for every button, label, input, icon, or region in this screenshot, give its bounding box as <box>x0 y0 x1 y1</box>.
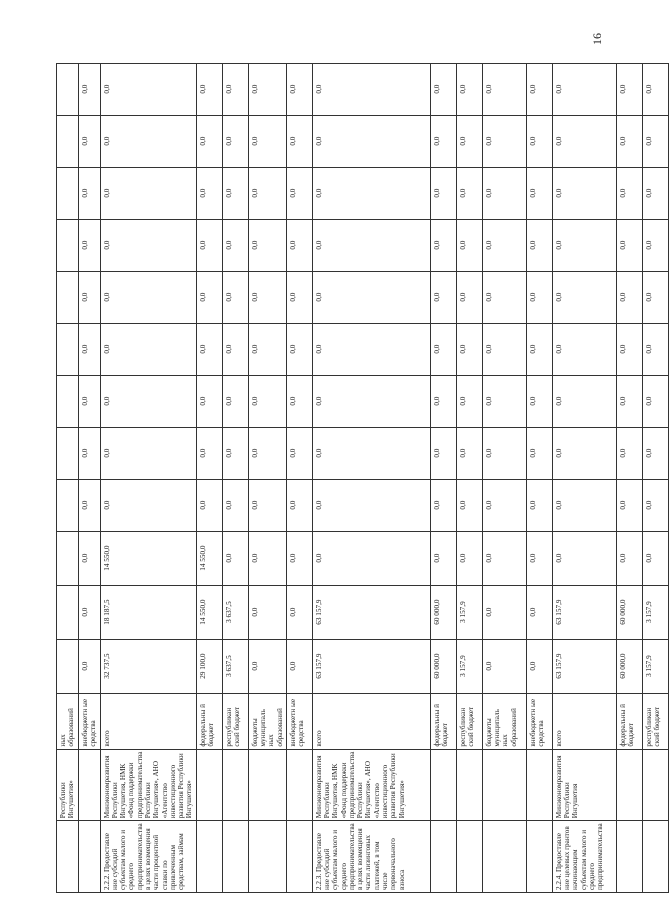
value-cell: 0,0 <box>248 585 286 639</box>
value-cell: 0,0 <box>456 167 482 219</box>
value-cell: 0,0 <box>286 479 312 531</box>
value-cell: 0,0 <box>196 167 222 219</box>
funding-source-cell: внебюджетн ые средства <box>78 693 100 749</box>
table-row <box>78 63 100 892</box>
value-cell: 0,0 <box>248 323 286 375</box>
value-cell: 0,0 <box>78 115 100 167</box>
executor-cell: Минэкономразвития Республики Ингушетия, НМК «Фонд поддержки предпринимательства Республики Ингушетия», АНО «Агентство инвестиционного развития Республики Ингушетия» <box>100 749 196 821</box>
value-cell: 0,0 <box>552 115 616 167</box>
page-number: 16 <box>590 33 604 45</box>
funding-source-cell: федеральны й бюджет <box>616 693 642 749</box>
value-cell: 0,0 <box>482 639 526 693</box>
value-cell: 0,0 <box>78 585 100 639</box>
value-cell: 0,0 <box>312 479 430 531</box>
value-cell: 0,0 <box>100 271 196 323</box>
measure-cell <box>222 821 248 893</box>
value-cell: 0,0 <box>100 219 196 271</box>
value-cell: 0,0 <box>100 63 196 115</box>
value-cell: 0,0 <box>312 167 430 219</box>
value-cell: 3 157,9 <box>456 639 482 693</box>
value-cell: 0,0 <box>222 479 248 531</box>
executor-cell <box>642 749 668 821</box>
value-cell: 0,0 <box>196 63 222 115</box>
value-cell: 0,0 <box>482 219 526 271</box>
value-cell: 0,0 <box>526 375 552 427</box>
value-cell: 0,0 <box>642 219 668 271</box>
value-cell: 0,0 <box>100 167 196 219</box>
executor-cell: Минэкономразвития Республики Ингушетия, НМК «Фонд поддержки предпринимательства Республики Ингушетия», АНО «Агентство инвестиционного развития Республики Ингушетия» <box>312 749 430 821</box>
value-cell: 0,0 <box>248 167 286 219</box>
value-cell: 0,0 <box>100 323 196 375</box>
value-cell: 0,0 <box>248 375 286 427</box>
value-cell: 0,0 <box>526 271 552 323</box>
measure-cell <box>248 821 286 893</box>
value-cell: 0,0 <box>222 375 248 427</box>
value-cell: 0,0 <box>286 375 312 427</box>
value-cell: 0,0 <box>642 115 668 167</box>
measure-cell <box>196 821 222 893</box>
value-cell: 0,0 <box>616 271 642 323</box>
value-cell: 0,0 <box>616 115 642 167</box>
value-cell: 63 157,9 <box>312 585 430 639</box>
value-cell: 0,0 <box>222 427 248 479</box>
value-cell: 0,0 <box>222 115 248 167</box>
value-cell: 0,0 <box>78 375 100 427</box>
value-cell: 0,0 <box>196 375 222 427</box>
program-cell: Республики Ингушетия» <box>57 749 79 821</box>
value-cell: 0,0 <box>526 115 552 167</box>
measure-cell <box>456 821 482 893</box>
main-cell <box>57 821 79 893</box>
value-cell: 0,0 <box>312 115 430 167</box>
table-row <box>312 63 430 892</box>
value-cell: 0,0 <box>642 531 668 585</box>
value-cell: 0,0 <box>286 219 312 271</box>
value-cell: 0,0 <box>430 271 456 323</box>
measure-cell <box>286 821 312 893</box>
funding-source-cell: внебюджетн ые средства <box>286 693 312 749</box>
value-cell: 60 000,0 <box>616 585 642 639</box>
table-row <box>526 63 552 892</box>
funding-source-cell: всего <box>100 693 196 749</box>
budget-table <box>56 63 669 893</box>
value-cell: 0,0 <box>430 375 456 427</box>
value-cell: 0,0 <box>78 531 100 585</box>
table-row <box>248 63 286 892</box>
value-cell: 0,0 <box>526 167 552 219</box>
value-cell: 0,0 <box>312 63 430 115</box>
value-cell: 3 157,9 <box>642 639 668 693</box>
executor-cell <box>196 749 222 821</box>
value-cell: 0,0 <box>616 531 642 585</box>
value-cell: 0,0 <box>286 167 312 219</box>
value-cell: 0,0 <box>616 375 642 427</box>
executor-cell <box>456 749 482 821</box>
value-cell: 0,0 <box>526 479 552 531</box>
value-cell: 0,0 <box>526 427 552 479</box>
value-cell: 0,0 <box>286 531 312 585</box>
value-cell: 0,0 <box>248 115 286 167</box>
value-cell: 0,0 <box>430 167 456 219</box>
value-cell: 0,0 <box>526 585 552 639</box>
value-cell: 0,0 <box>552 375 616 427</box>
value-cell: 3 637,5 <box>222 639 248 693</box>
value-cell: 0,0 <box>196 479 222 531</box>
value-cell: 0,0 <box>78 271 100 323</box>
value-cell: 0,0 <box>430 479 456 531</box>
value-cell: 0,0 <box>286 323 312 375</box>
value-cell: 0,0 <box>248 531 286 585</box>
value-cell: 0,0 <box>286 63 312 115</box>
table-row-top <box>57 63 79 892</box>
table-row <box>616 63 642 892</box>
funding-source-cell: бюджеты муниципаль ных образований <box>248 693 286 749</box>
value-cell: 14 550,0 <box>196 531 222 585</box>
funding-source-cell: федеральны й бюджет <box>430 693 456 749</box>
funding-source-cell: бюджеты муниципаль ных образований <box>482 693 526 749</box>
value-cell: 0,0 <box>552 219 616 271</box>
value-cell: 0,0 <box>456 531 482 585</box>
value-cell: 0,0 <box>642 375 668 427</box>
table-row <box>196 63 222 892</box>
table-row <box>222 63 248 892</box>
executor-cell <box>222 749 248 821</box>
funding-source-cell: федеральны й бюджет <box>196 693 222 749</box>
value-cell: 0,0 <box>222 167 248 219</box>
value-cell: 0,0 <box>78 167 100 219</box>
measure-cell <box>642 821 668 893</box>
value-cell: 0,0 <box>286 585 312 639</box>
value-cell: 0,0 <box>482 271 526 323</box>
value-cell: 63 157,9 <box>552 585 616 639</box>
value-cell: 0,0 <box>430 323 456 375</box>
value-cell: 0,0 <box>196 427 222 479</box>
funding-source-cell: республикан ский бюджет <box>222 693 248 749</box>
value-cell: 29 100,0 <box>196 639 222 693</box>
value-cell: 0,0 <box>456 375 482 427</box>
value-cell: 0,0 <box>482 323 526 375</box>
value-cell: 0,0 <box>616 479 642 531</box>
source-cell: ных образований <box>57 693 79 749</box>
measure-cell: 2.2.3. Предоставле ние субсидий субъектам малого и среднего предпринимательства в целях возмещения части лизинговых платежей, в том числе первоначального взноса <box>312 821 430 893</box>
executor-cell: Минэкономразвития Республики Ингушетия <box>552 749 616 821</box>
value-cell: 0,0 <box>100 115 196 167</box>
value-cell: 0,0 <box>222 323 248 375</box>
value-cell: 0,0 <box>482 479 526 531</box>
value-cell: 0,0 <box>552 427 616 479</box>
executor-cell <box>616 749 642 821</box>
value-cell: 0,0 <box>616 63 642 115</box>
value-cell: 0,0 <box>430 115 456 167</box>
value-cell: 60 000,0 <box>430 585 456 639</box>
value-cell: 0,0 <box>100 427 196 479</box>
value-cell: 0,0 <box>482 427 526 479</box>
value-cell: 14 550,0 <box>100 531 196 585</box>
value-cell: 0,0 <box>196 323 222 375</box>
funding-source-cell: внебюджетн ые средства <box>526 693 552 749</box>
value-cell: 0,0 <box>78 479 100 531</box>
value-cell: 0,0 <box>642 167 668 219</box>
value-cell: 0,0 <box>312 427 430 479</box>
value-cell: 0,0 <box>526 219 552 271</box>
value-cell: 0,0 <box>482 167 526 219</box>
value-cell: 0,0 <box>222 531 248 585</box>
value-cell: 0,0 <box>286 427 312 479</box>
value-cell: 0,0 <box>78 639 100 693</box>
executor-cell <box>526 749 552 821</box>
value-cell: 0,0 <box>642 323 668 375</box>
table-row <box>552 63 616 892</box>
measure-cell: 2.2.2. Предоставле ние субсидий субъектам малого и среднего предпринимательства в целях возмещения части процентной ставки по привлеченным средствам, займам <box>100 821 196 893</box>
value-cell: 0,0 <box>222 63 248 115</box>
value-cell: 0,0 <box>616 219 642 271</box>
table-row <box>642 63 668 892</box>
value-cell: 0,0 <box>526 531 552 585</box>
measure-cell <box>482 821 526 893</box>
value-cell: 0,0 <box>430 531 456 585</box>
value-cell: 0,0 <box>248 427 286 479</box>
value-cell: 0,0 <box>456 323 482 375</box>
value-cell: 0,0 <box>482 531 526 585</box>
value-cell: 0,0 <box>248 639 286 693</box>
value-cell: 3 157,9 <box>456 585 482 639</box>
value-cell: 60 000,0 <box>430 639 456 693</box>
funding-source-cell: всего <box>552 693 616 749</box>
measure-cell <box>526 821 552 893</box>
value-cell: 0,0 <box>196 271 222 323</box>
executor-cell <box>482 749 526 821</box>
value-cell: 0,0 <box>552 271 616 323</box>
table-row <box>100 63 196 892</box>
value-cell: 3 637,5 <box>222 585 248 639</box>
executor-cell <box>430 749 456 821</box>
value-cell: 0,0 <box>312 323 430 375</box>
value-cell: 0,0 <box>456 271 482 323</box>
value-cell: 0,0 <box>286 115 312 167</box>
value-cell: 18 187,5 <box>100 585 196 639</box>
value-cell: 0,0 <box>248 63 286 115</box>
value-cell: 0,0 <box>78 63 100 115</box>
value-cell: 0,0 <box>248 479 286 531</box>
value-cell: 0,0 <box>552 167 616 219</box>
value-cell: 0,0 <box>482 375 526 427</box>
value-cell: 0,0 <box>196 219 222 271</box>
table-row <box>430 63 456 892</box>
value-cell: 0,0 <box>526 323 552 375</box>
table-row <box>482 63 526 892</box>
value-cell: 0,0 <box>642 479 668 531</box>
value-cell: 0,0 <box>552 323 616 375</box>
value-cell: 0,0 <box>100 479 196 531</box>
value-cell: 0,0 <box>482 63 526 115</box>
value-cell: 0,0 <box>456 427 482 479</box>
value-cell: 0,0 <box>312 271 430 323</box>
value-cell: 63 157,9 <box>552 639 616 693</box>
funding-source-cell: республикан ский бюджет <box>642 693 668 749</box>
value-cell: 0,0 <box>222 271 248 323</box>
value-cell: 0,0 <box>78 323 100 375</box>
value-cell: 0,0 <box>552 531 616 585</box>
value-cell: 60 000,0 <box>616 639 642 693</box>
table-row <box>286 63 312 892</box>
value-cell: 0,0 <box>642 63 668 115</box>
value-cell: 0,0 <box>430 219 456 271</box>
value-cell: 0,0 <box>312 219 430 271</box>
value-cell: 0,0 <box>526 639 552 693</box>
value-cell: 0,0 <box>526 63 552 115</box>
value-cell: 0,0 <box>78 219 100 271</box>
value-cell: 0,0 <box>482 115 526 167</box>
value-cell: 0,0 <box>248 219 286 271</box>
measure-cell: 2.2.4. Предоставле ние целевых грантов начинающим субъектам малого и среднего предпринимательства <box>552 821 616 893</box>
value-cell: 0,0 <box>196 115 222 167</box>
value-cell: 0,0 <box>78 427 100 479</box>
value-cell: 0,0 <box>312 531 430 585</box>
funding-source-cell: всего <box>312 693 430 749</box>
measure-cell <box>430 821 456 893</box>
value-cell: 0,0 <box>616 427 642 479</box>
value-cell: 63 157,9 <box>312 639 430 693</box>
executor-cell <box>248 749 286 821</box>
value-cell: 0,0 <box>430 427 456 479</box>
value-cell: 0,0 <box>552 63 616 115</box>
measure-cell <box>616 821 642 893</box>
executor-cell <box>78 749 100 821</box>
executor-cell <box>286 749 312 821</box>
value-cell: 0,0 <box>456 63 482 115</box>
value-cell: 0,0 <box>456 479 482 531</box>
value-cell: 0,0 <box>552 479 616 531</box>
table-row <box>456 63 482 892</box>
value-cell: 0,0 <box>430 63 456 115</box>
value-cell: 3 157,9 <box>642 585 668 639</box>
value-cell: 0,0 <box>286 271 312 323</box>
value-cell: 0,0 <box>100 375 196 427</box>
value-cell: 32 737,5 <box>100 639 196 693</box>
value-cell: 0,0 <box>222 219 248 271</box>
value-cell: 0,0 <box>482 585 526 639</box>
value-cell: 0,0 <box>456 115 482 167</box>
value-cell: 0,0 <box>642 427 668 479</box>
value-cell: 0,0 <box>456 219 482 271</box>
value-cell: 14 550,0 <box>196 585 222 639</box>
value-cell: 0,0 <box>616 167 642 219</box>
value-cell: 0,0 <box>312 375 430 427</box>
value-cell: 0,0 <box>248 271 286 323</box>
funding-source-cell: республикан ский бюджет <box>456 693 482 749</box>
value-cell: 0,0 <box>616 323 642 375</box>
measure-cell <box>78 821 100 893</box>
value-cell: 0,0 <box>642 271 668 323</box>
value-cell: 0,0 <box>286 639 312 693</box>
